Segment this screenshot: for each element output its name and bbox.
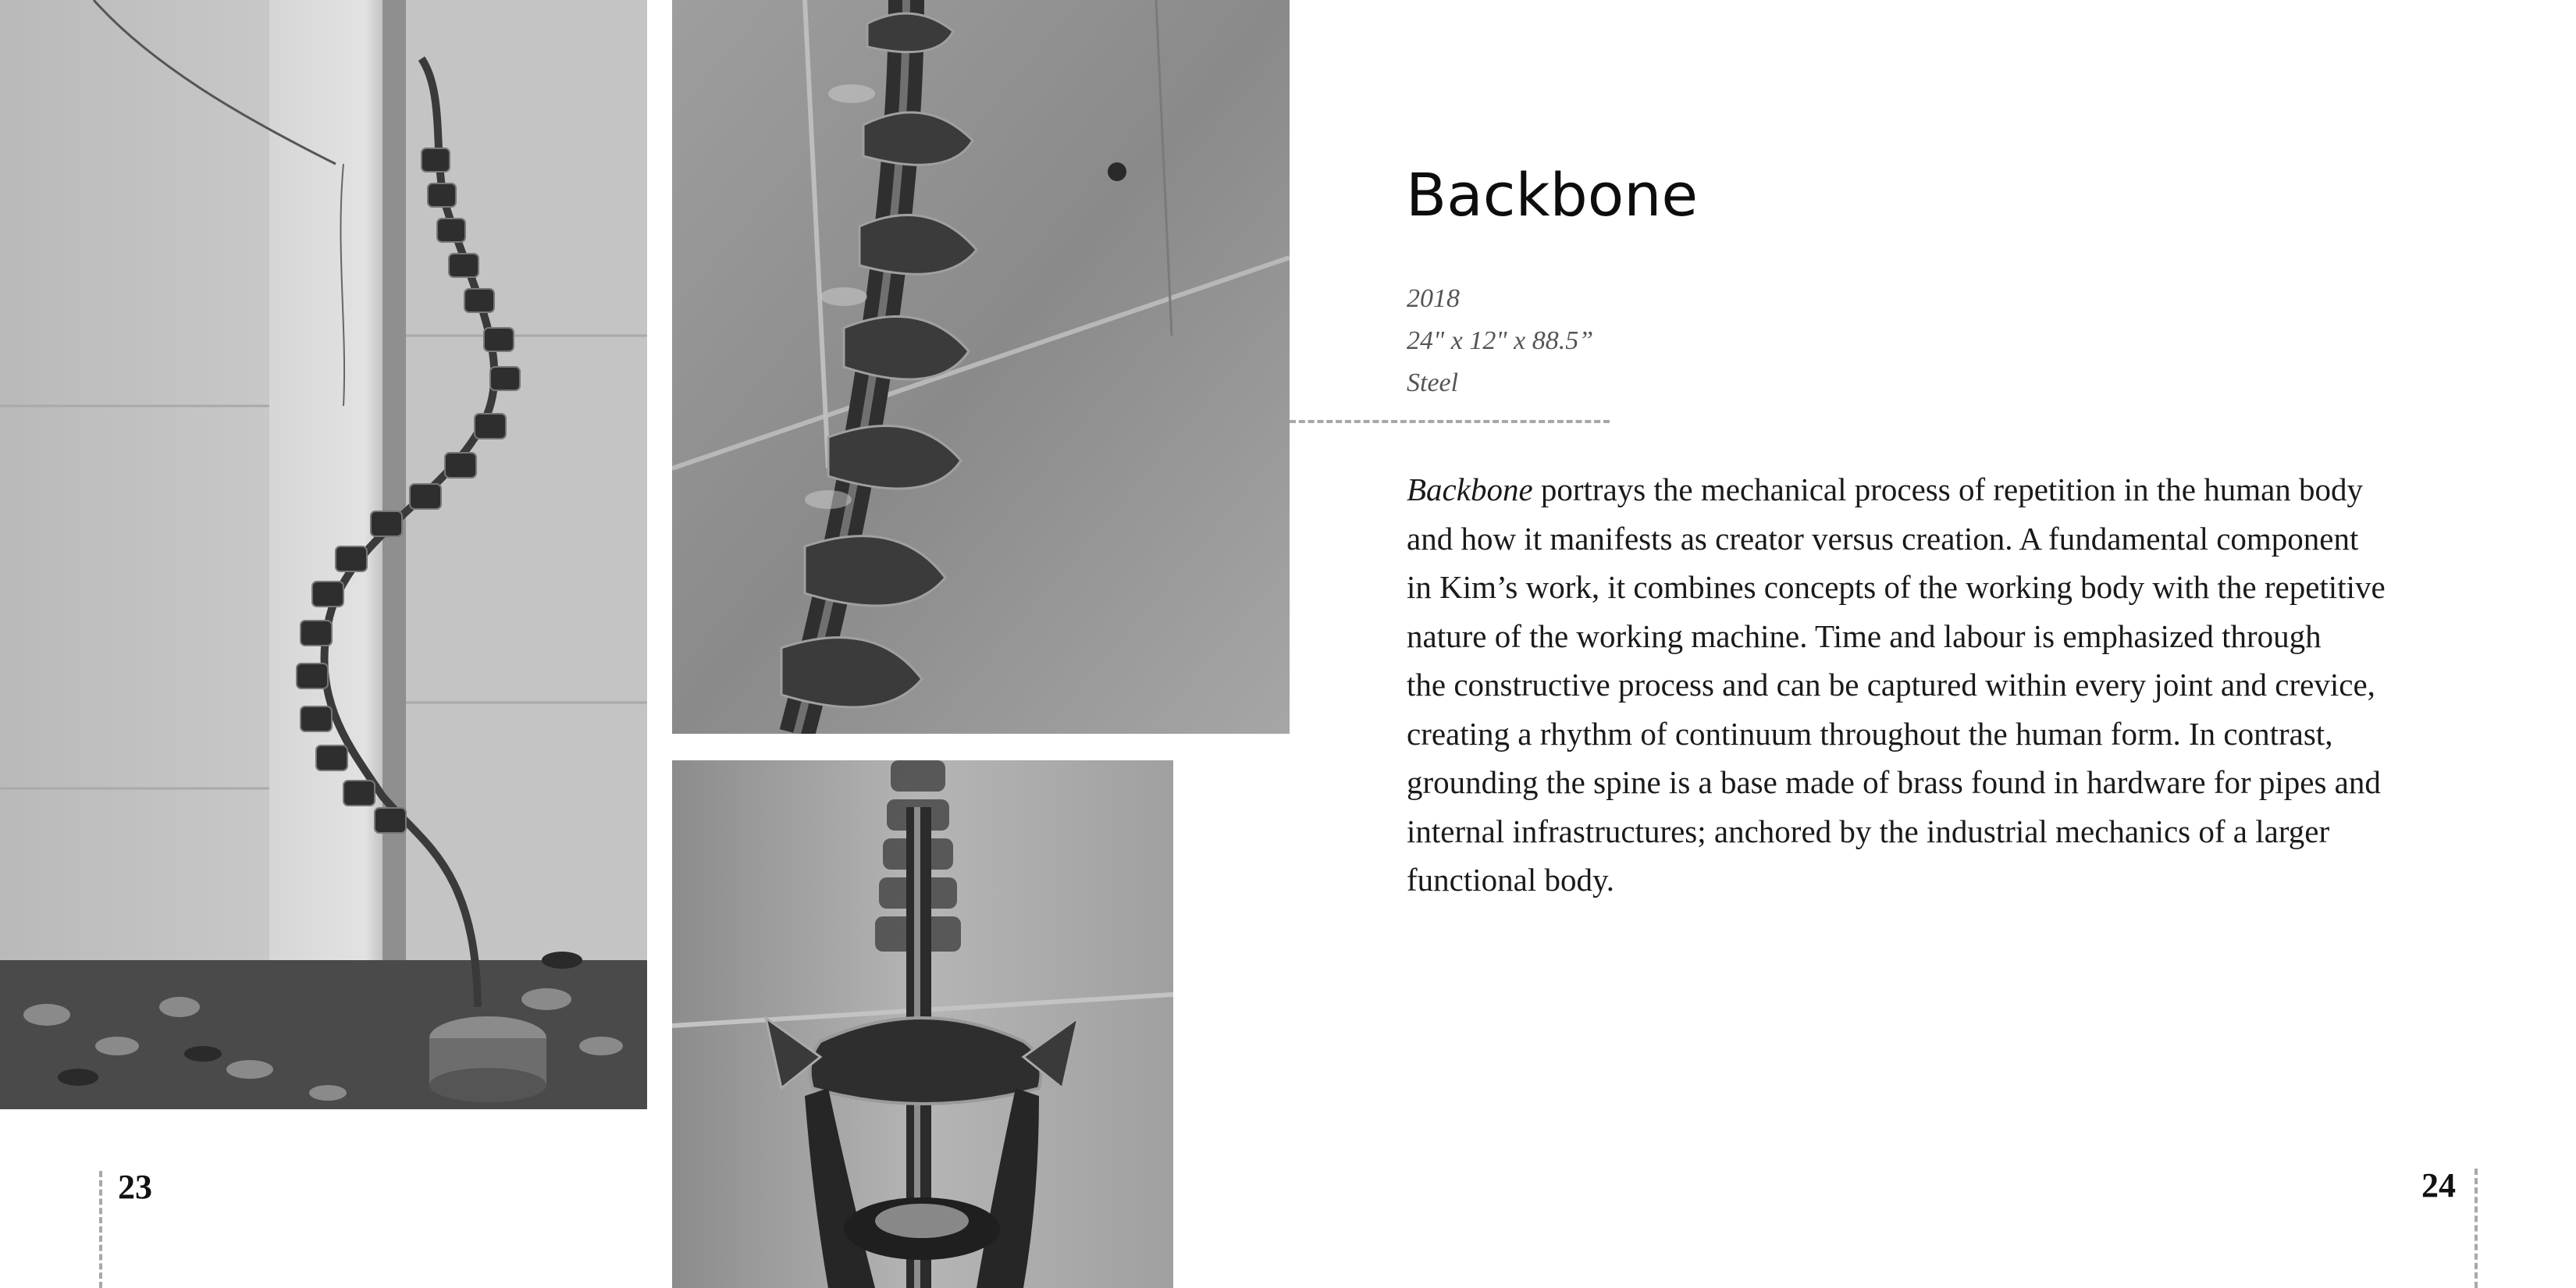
page-number-left: 23 [118,1168,152,1206]
page-number-right: 24 [2421,1166,2456,1204]
description-line [1407,465,2453,514]
photo-detail-top [672,0,1290,734]
description-title-ref: Backbone [1407,471,1533,507]
left-page-margin-rule [99,1171,102,1288]
photo-detail-bottom [672,760,1173,1288]
description-line: the constructive process and can be captured within every joint and crevice, [1407,667,2375,703]
description-line-1-text: portrays the mechanical process of repetition in the human body [1532,471,2364,507]
description-line: in Kim’s work, it combines concepts of the working body with the repetitive [1407,569,2386,605]
artwork-material: Steel [1407,368,1459,397]
description-line: internal infrastructures; anchored by the industrial mechanics of a larger [1407,813,2330,849]
right-page-margin-rule [2475,1169,2478,1288]
description-line: and how it manifests as creator versus creation. A fundamental component [1407,520,2359,557]
caption-divider-rule [1290,420,1610,423]
description-line: functional body. [1407,862,1615,898]
description-line: creating a rhythm of continuum throughout the human form. In contrast, [1407,715,2333,752]
artwork-description [1407,465,2453,905]
artwork-title: Backbone [1406,160,1699,229]
photo-full-sculpture [0,0,647,1109]
description-line: nature of the working machine. Time and labour is emphasized through [1407,617,2322,654]
artwork-dimensions: 24" x 12" x 88.5” [1407,326,1594,355]
description-line: grounding the spine is a base made of brass found in hardware for pipes and [1407,764,2381,800]
artwork-year: 2018 [1407,284,1460,313]
